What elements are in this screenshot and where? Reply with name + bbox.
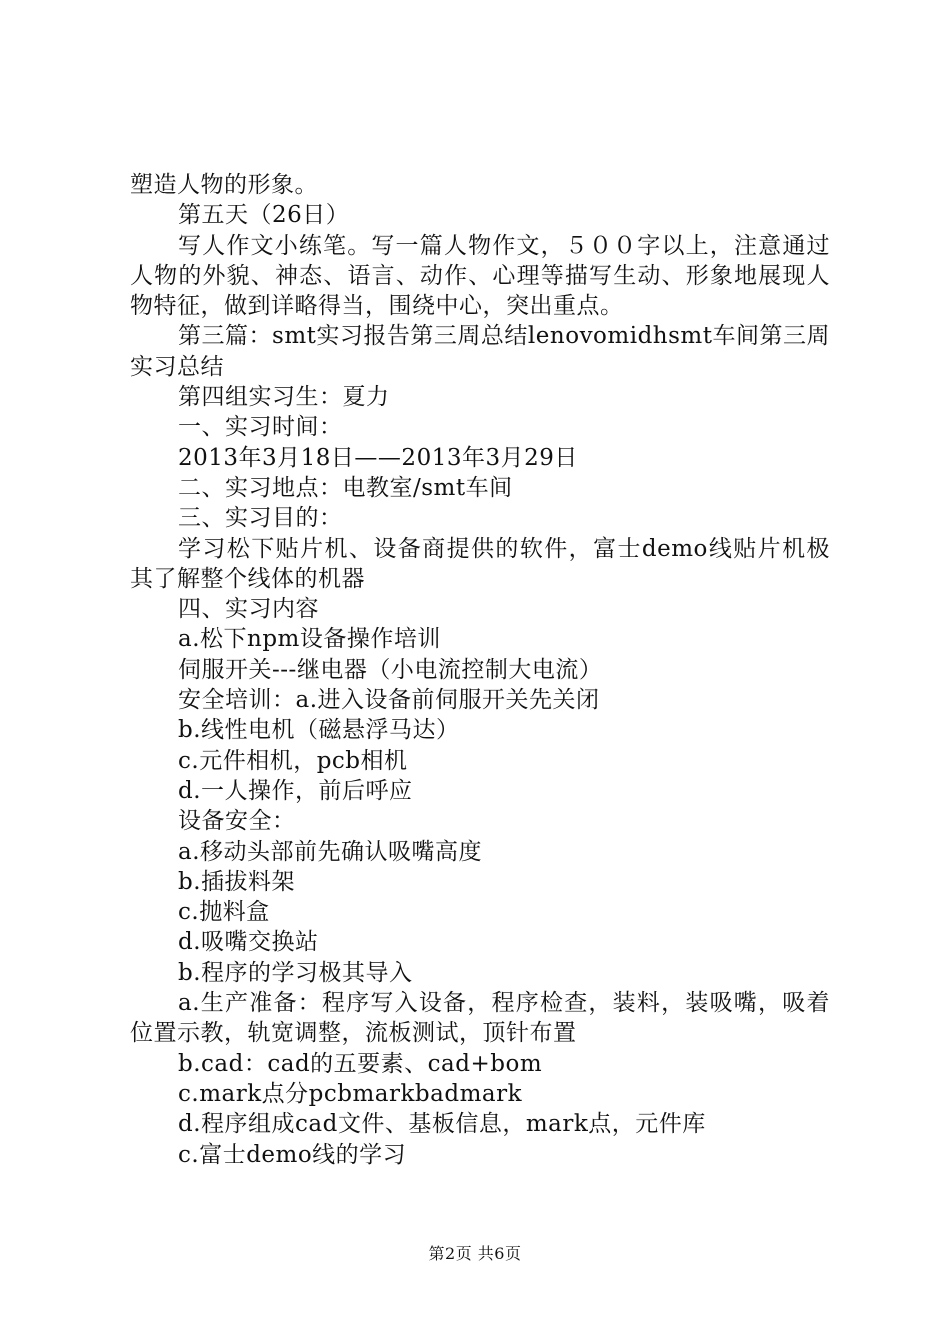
paragraph: a.松下npm设备操作培训 <box>178 626 441 653</box>
page-number-label: 第2页 共6页 <box>428 1244 522 1263</box>
paragraph: 第五天（26日） <box>178 202 350 229</box>
paragraph: d.吸嘴交换站 <box>178 929 319 956</box>
page-footer <box>0 1244 950 1264</box>
paragraph: c.mark点分pcbmarkbadmark <box>178 1080 523 1107</box>
paragraph: a.移动头部前先确认吸嘴高度 <box>178 838 483 865</box>
paragraph: 写人作文小练笔。写一篇人物作文，５００字以上，注意通过人物的外貌、神态、语言、动作、心理等描写生动、形象地展现人物特征，做到详略得当，围绕中心，突出重点。 <box>130 232 830 320</box>
paragraph: c.元件相机，pcb相机 <box>178 747 408 774</box>
paragraph: 三、实习目的： <box>178 505 343 532</box>
paragraph: b.插拔料架 <box>178 868 296 895</box>
paragraph: 四、实习内容 <box>178 596 319 623</box>
paragraph: d.程序组成cad文件、基板信息，mark点，元件库 <box>178 1111 706 1138</box>
paragraph: c.抛料盒 <box>178 899 270 926</box>
paragraph: 二、实习地点：电教室/smt车间 <box>178 474 513 501</box>
paragraph: b.cad：cad的五要素、cad+bom <box>178 1050 543 1077</box>
paragraph: c.富士demo线的学习 <box>178 1141 407 1168</box>
paragraph: 设备安全： <box>178 808 296 835</box>
paragraph: b.线性电机（磁悬浮马达） <box>178 717 460 744</box>
paragraph: 安全培训：a.进入设备前伺服开关先关闭 <box>178 687 600 714</box>
paragraph: 第四组实习生：夏力 <box>178 384 390 411</box>
paragraph: d.一人操作，前后呼应 <box>178 777 413 804</box>
document-body <box>130 170 830 1170</box>
paragraph: b.程序的学习极其导入 <box>178 959 413 986</box>
paragraph: 第三篇：smt实习报告第三周总结lenovomidhsmt车间第三周实习总结 <box>130 323 830 380</box>
paragraph: a.生产准备：程序写入设备，程序检查，装料，装吸嘴，吸着位置示教，轨宽调整，流板测试，顶针布置 <box>130 990 830 1047</box>
paragraph: 一、实习时间： <box>178 414 343 441</box>
paragraph: 2013年3月18日——2013年3月29日 <box>178 444 578 471</box>
paragraph: 塑造人物的形象。 <box>130 172 318 198</box>
paragraph: 学习松下贴片机、设备商提供的软件，富士demo线贴片机极其了解整个线体的机器 <box>130 535 830 592</box>
paragraph: 伺服开关---继电器（小电流控制大电流） <box>178 656 603 683</box>
